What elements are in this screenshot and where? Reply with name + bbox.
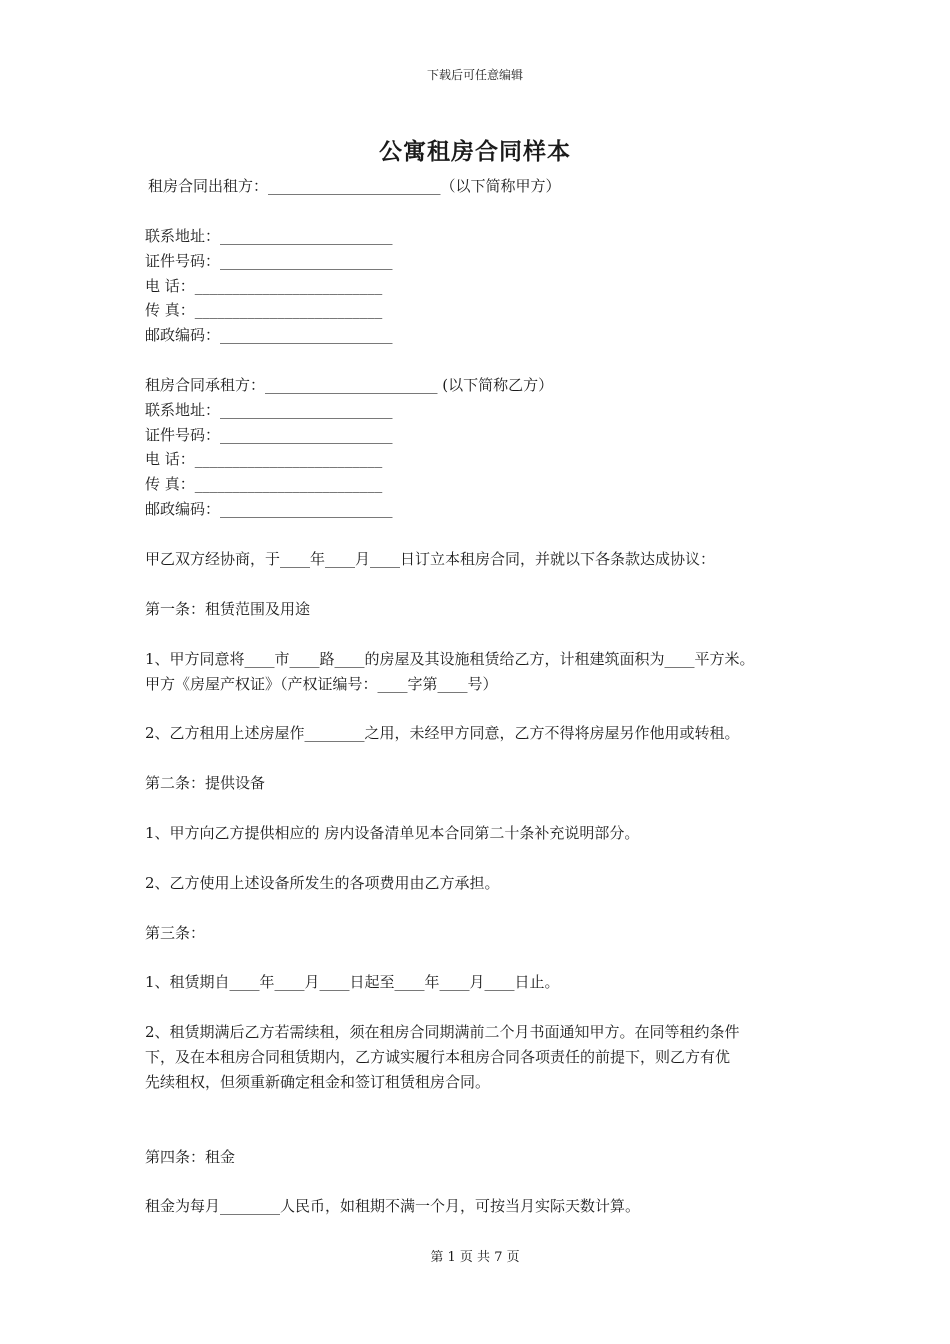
article-3-clause-2-line-1: 2、租赁期满后乙方若需续租，须在租房合同期满前二个月书面通知甲方。在同等租约条件 <box>145 1023 740 1041</box>
lessor-phone: 电 话：_________________________ <box>145 277 383 295</box>
article-4-heading: 第四条：租金 <box>145 1148 236 1166</box>
lessor-id-number: 证件号码：_______________________ <box>145 252 393 270</box>
article-1-clause-1-line-1: 1、甲方同意将____市____路____的房屋及其设施租赁给乙方，计租建筑面积为____平方米。 <box>145 650 755 668</box>
lessor-fax: 传 真：_________________________ <box>145 301 383 319</box>
lessee-phone: 电 话：_________________________ <box>145 450 383 468</box>
preamble: 甲乙双方经协商，于____年____月____日订立本租房合同，并就以下各条款达成协议： <box>145 550 716 568</box>
article-1-clause-1-line-2: 甲方《房屋产权证》（产权证编号：____字第____号） <box>145 675 498 693</box>
article-2-clause-1: 1、甲方向乙方提供相应的 房内设备清单见本合同第二十条补充说明部分。 <box>145 824 640 842</box>
lessee-postcode: 邮政编码：_______________________ <box>145 500 393 518</box>
article-1-clause-2: 2、乙方租用上述房屋作________之用，未经甲方同意，乙方不得将房屋另作他用或转租。 <box>145 724 740 742</box>
article-3-clause-2-line-3: 先续租权，但须重新确定租金和签订租赁租房合同。 <box>145 1073 491 1091</box>
article-2-heading: 第二条：提供设备 <box>145 774 266 792</box>
article-4-clause-1: 租金为每月________人民币，如租期不满一个月，可按当月实际天数计算。 <box>145 1197 641 1215</box>
lessee-line: 租房合同承租方：_______________________ (以下简称乙方） <box>145 376 554 394</box>
lessee-address: 联系地址：_______________________ <box>145 401 393 419</box>
article-3-heading: 第三条： <box>145 924 206 942</box>
article-3-clause-1: 1、租赁期自____年____月____日起至____年____月____日止。 <box>145 973 560 991</box>
lessor-line: 租房合同出租方：_______________________（以下简称甲方） <box>148 177 561 195</box>
lessee-fax: 传 真：_________________________ <box>145 475 383 493</box>
article-1-heading: 第一条：租赁范围及用途 <box>145 600 311 618</box>
lessor-postcode: 邮政编码：_______________________ <box>145 326 393 344</box>
lessor-address: 联系地址：_______________________ <box>145 227 393 245</box>
document-title: 公寓租房合同样本 <box>379 138 571 165</box>
article-2-clause-2: 2、乙方使用上述设备所发生的各项费用由乙方承担。 <box>145 874 500 892</box>
lessee-id-number: 证件号码：_______________________ <box>145 426 393 444</box>
page-footer: 第 1 页 共 7 页 <box>430 1250 520 1265</box>
page-header: 下载后可任意编辑 <box>426 68 523 82</box>
article-3-clause-2-line-2: 下，及在本租房合同租赁期内，乙方诚实履行本租房合同各项责任的前提下，则乙方有优 <box>145 1048 731 1066</box>
